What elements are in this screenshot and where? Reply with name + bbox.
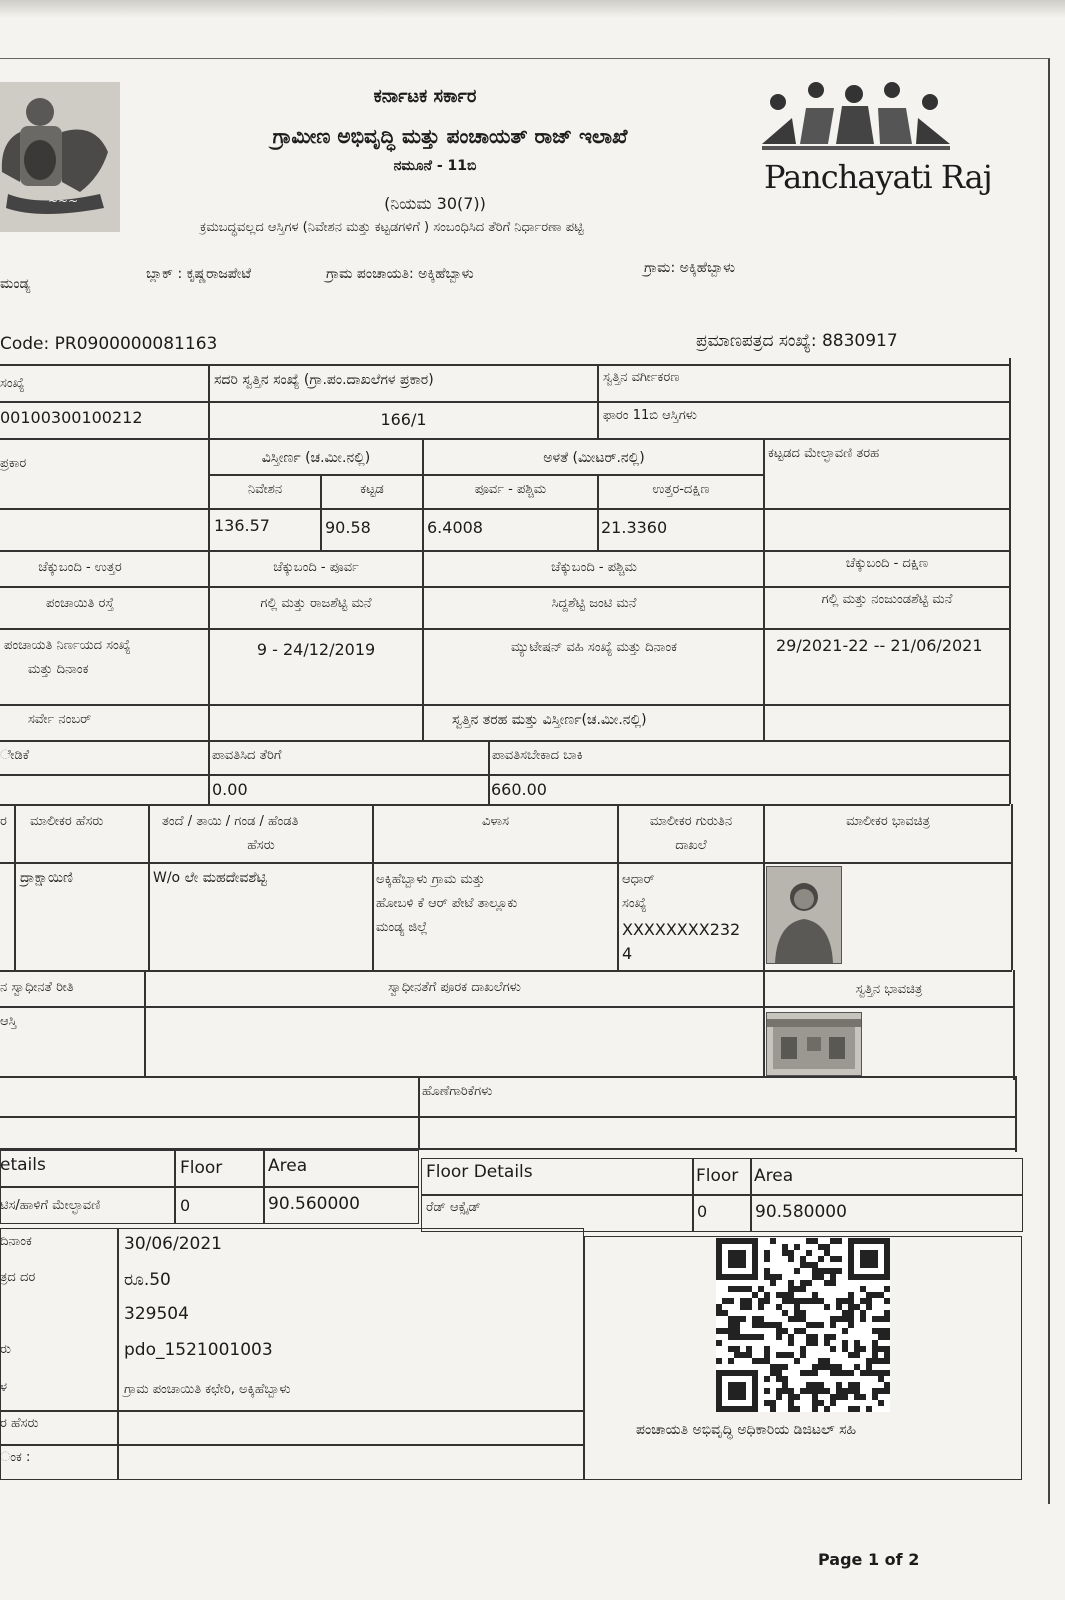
owner-address-line3: ಮಂಡ್ಯ ಜಿಲ್ಲೆ xyxy=(376,920,428,935)
building-area: 90.58 xyxy=(325,518,371,537)
site-label: ನಿವೇಶನ xyxy=(247,482,283,497)
page-number: Page 1 of 2 xyxy=(818,1550,920,1569)
boundary-north-label: ಚೆಕ್ಕುಬಂದಿ - ಉತ್ತರ xyxy=(38,560,122,575)
issue-details-table xyxy=(0,1228,584,1480)
subtitle: ಕ್ರಮಬದ್ಧವಲ್ಲದ ಆಸ್ತಿಗಳ (ನಿವೇಶನ ಮತ್ತು ಕಟ್ಟಡಗಳಿಗೆ ) ಸಂಬಂಧಿಸಿದ ತೆರಿಗೆ ನಿರ್ಧಾರಣಾ ಪಟ್ಟಿ xyxy=(200,220,584,235)
dept-title: ಗ್ರಾಮೀಣ ಅಭಿವೃದ್ಧಿ ಮತ್ತು ಪಂಚಾಯತ್ ರಾಜ್ ಇಲಾಖೆ xyxy=(272,124,628,148)
type-label: ಪ್ರಕಾರ xyxy=(0,456,27,471)
floor-right-description: ರೆಡ್ ಆಕ್ಸೈಡ್ xyxy=(426,1200,481,1215)
owner-address-line2: ಹೋಬಳಿ ಕೆ ಆರ್ ಪೇಟೆ ತಾಲ್ಲೂಕು xyxy=(376,896,518,911)
dimension-label: ಅಳತೆ (ಮೀಟರ್.ನಲ್ಲಿ) xyxy=(543,450,645,466)
issue-date: 30/06/2021 xyxy=(124,1234,222,1254)
user-label: ರು xyxy=(0,1342,12,1357)
owner-name-label: ಮಾಲೀಕರ ಹೆಸರು xyxy=(30,814,104,829)
roof-label: ಕಟ್ಟಡದ ಮೇಲ್ಛಾವಣಿ ತರಹ xyxy=(768,446,880,461)
boundary-west-label: ಚೆಕ್ಕುಬಂದಿ - ಪಶ್ಚಿಮ xyxy=(551,560,637,575)
relation-label-line1: ತಂದೆ / ತಾಯಿ / ಗಂಡ / ಹೆಂಡತಿ xyxy=(162,814,299,829)
floor-left-description: ಟಿಸ/ಹಾಳಿಗೆ ಮೇಲ್ಛಾವಣಿ xyxy=(0,1198,101,1213)
digital-signature-label: ಪಂಚಾಯತಿ ಅಭಿವೃದ್ಧಿ ಅಧಿಕಾರಿಯ ಡಿಜಿಟಲ್ ಸಹಿ xyxy=(636,1422,857,1438)
floor-label-right: Floor xyxy=(696,1166,739,1186)
boundary-south-value: ಗಲ್ಲಿ ಮತ್ತು ನಂಜುಂಡಶೆಟ್ಟಿ ಮನೆ xyxy=(821,592,953,607)
property-code: Code: PR0900000081163 xyxy=(0,334,218,354)
possession-mode-value: ಆಸ್ತಿ xyxy=(0,1014,17,1029)
sadari-label: ಸದರಿ ಸ್ವತ್ತಿನ ಸಂಖ್ಯೆ (ಗ್ರಾ.ಪಂ.ದಾಖಲೆಗಳ ಪ್ರಕಾರ) xyxy=(214,372,434,388)
boundary-south-label: ಚೆಕ್ಕುಬಂದಿ - ದಕ್ಷಿಣ xyxy=(845,556,929,571)
owner-relation: W/o ಲೇ ಮಹದೇವಶೆಟ್ಟಿ xyxy=(153,870,267,886)
owner-id-line3: XXXXXXXX232 xyxy=(622,920,741,939)
survey-number-label: ಸರ್ವೇ ನಂಬರ್ xyxy=(28,712,92,727)
svg-text:~~~: ~~~ xyxy=(48,194,79,208)
tax-due-label: ಪಾವತಿಸಬೇಕಾದ ಬಾಕಿ xyxy=(492,748,583,763)
liabilities-label: ಹೊಣೆಗಾರಿಕೆಗಳು xyxy=(422,1084,493,1099)
tax-due-value: 660.00 xyxy=(491,780,547,799)
taluk: ಬ್ಲಾಕ್ : ಕೃಷ್ಣರಾಜಪೇಟೆ xyxy=(146,266,252,282)
boundary-east-value: ಗಲ್ಲಿ ಮತ್ತು ರಾಜಶೆಟ್ಟಿ ಮನೆ xyxy=(260,596,372,611)
rule-number: (ನಿಯಮ 30(7)) xyxy=(384,194,486,213)
mutation-label: ಮ್ಯುಟೇಷನ್ ವಹಿ ಸಂಖ್ಯೆ ಮತ್ತು ದಿನಾಂಕ xyxy=(511,640,677,655)
fee-label: ತ್ರದ ದರ xyxy=(0,1270,36,1285)
north-south-label: ಉತ್ತರ-ದಕ್ಷಿಣ xyxy=(652,482,710,497)
tax-paid-value: 0.00 xyxy=(212,780,248,799)
property-photo-label: ಸ್ವತ್ತಿನ ಭಾವಚಿತ್ರ xyxy=(855,982,923,997)
site-area: 136.57 xyxy=(214,516,270,535)
id-label-line1: ಮಾಲೀಕರ ಗುರುತಿನ xyxy=(649,814,733,829)
north-south-dimension: 21.3360 xyxy=(601,518,668,537)
floor-right-area: 90.580000 xyxy=(755,1202,847,1222)
owner-photo xyxy=(766,866,842,964)
floor-details-right-label: Floor Details xyxy=(426,1162,533,1182)
sign-date-label: ಂಕ : xyxy=(0,1450,31,1465)
certificate-fee: ರೂ.50 xyxy=(124,1270,171,1290)
boundary-west-value: ಸಿದ್ದಶೆಟ್ಟಿ ಜಂಟಿ ಮನೆ xyxy=(551,596,637,611)
tax-paid-label: ಪಾವತಿಸಿದ ತೆರಿಗೆ xyxy=(212,748,282,763)
tax-label: ೇಡಿಕೆ xyxy=(0,748,30,763)
certificate-number: ಪ್ರಮಾಣಪತ್ರದ ಸಂಖ್ಯೆ: 8830917 xyxy=(696,331,898,351)
floor-left-area: 90.560000 xyxy=(268,1194,360,1214)
owner-address-line1: ಅಕ್ಕಿಹೆಬ್ಬಾಳು ಗ್ರಾಮ ಮತ್ತು xyxy=(376,872,485,887)
property-photo xyxy=(766,1012,862,1076)
area-label-left: Area xyxy=(268,1156,308,1176)
resolution-label-line2: ಮತ್ತು ದಿನಾಂಕ xyxy=(28,662,89,677)
mutation-value: 29/2021-22 -- 21/06/2021 xyxy=(776,636,983,655)
owner-photo-label: ಮಾಲೀಕರ ಭಾವಚಿತ್ರ xyxy=(846,814,930,829)
logo-text: Panchayati Raj xyxy=(764,158,992,196)
owner-id-line1: ಆಧಾರ್ xyxy=(622,872,655,887)
id-label-line2: ದಾಖಲೆ xyxy=(675,838,707,853)
floor-details-left-label: etails xyxy=(0,1155,46,1175)
area-label: ವಿಸ್ತೀರ್ಣ (ಚ.ಮೀ.ನಲ್ಲಿ) xyxy=(261,450,371,466)
owner-id-line2: ಸಂಖ್ಯೆ xyxy=(622,896,647,911)
area-label-right: Area xyxy=(754,1166,794,1186)
owner-id-line4: 4 xyxy=(622,944,633,963)
relation-label-line2: ಹೆಸರು xyxy=(247,838,275,853)
classification-value: ಫಾರಂ 11ಬಿ ಆಸ್ತಿಗಳು xyxy=(603,408,697,423)
form-number: ನಮೂನೆ - 11ಬಿ xyxy=(393,158,477,174)
classification-label: ಸ್ವತ್ತಿನ ವರ್ಗೀಕರಣ xyxy=(603,370,680,385)
boundary-east-label: ಚೆಕ್ಕುಬಂದಿ - ಪೂರ್ವ xyxy=(273,560,359,575)
boundary-north-value: ಪಂಚಾಯಿತಿ ರಸ್ತೆ xyxy=(46,596,114,611)
possession-mode-label: ನ ಸ್ವಾಧೀನತೆ ರೀತಿ xyxy=(0,980,74,995)
govt-title: ಕರ್ನಾಟಕ ಸರ್ಕಾರ xyxy=(373,86,477,107)
office-label: ಳ xyxy=(0,1380,8,1395)
issue-date-label: ದಿನಾಂಕ xyxy=(0,1234,32,1249)
reference-number: 329504 xyxy=(124,1304,189,1324)
building-label: ಕಟ್ಟಡ xyxy=(360,482,384,497)
resolution-value: 9 - 24/12/2019 xyxy=(256,640,376,659)
floor-left-number: 0 xyxy=(180,1196,191,1215)
district: ಮಂಡ್ಯ xyxy=(0,276,31,292)
possession-docs-label: ಸ್ವಾಧೀನತೆಗೆ ಪೂರಕ ದಾಖಲೆಗಳು xyxy=(388,980,521,995)
address-label: ವಿಳಾಸ xyxy=(482,814,509,829)
qr-code-icon xyxy=(716,1238,890,1412)
east-west-dimension: 6.4008 xyxy=(427,518,483,537)
nature-area-label: ಸ್ವತ್ತಿನ ತರಹ ಮತ್ತು ವಿಸ್ತೀರ್ಣ(ಚ.ಮೀ.ನಲ್ಲಿ) xyxy=(452,712,647,728)
property-no-value: 00100300100212 xyxy=(0,408,143,427)
gram-panchayat: ಗ್ರಾಮ ಪಂಚಾಯತಿ: ಅಕ್ಕಿಹೆಬ್ಬಾಳು xyxy=(326,266,474,282)
owner-serial-label: ರ xyxy=(0,814,7,829)
floor-right-number: 0 xyxy=(697,1202,708,1221)
karnataka-emblem-icon xyxy=(0,82,120,232)
issuing-office: ಗ್ರಾಮ ಪಂಚಾಯಿತಿ ಕಛೇರಿ, ಅಕ್ಕಿಹೆಬ್ಬಾಳು xyxy=(124,1382,291,1397)
sadari-value: 166/1 xyxy=(380,410,427,429)
resolution-label-line1: ಪಂಚಾಯತಿ ನಿರ್ಣಯದ ಸಂಖ್ಯೆ xyxy=(4,638,131,653)
east-west-label: ಪೂರ್ವ - ಪಶ್ಚಿಮ xyxy=(474,482,547,497)
owner-name: ದ್ರಾಕ್ಷಾಯಿಣಿ xyxy=(20,870,73,886)
officer-name-label: ರ ಹೆಸರು xyxy=(0,1416,39,1431)
property-no-label: ಸಂಖ್ಯೆ xyxy=(0,376,25,391)
floor-label-left: Floor xyxy=(180,1158,223,1178)
issuing-user: pdo_1521001003 xyxy=(124,1340,273,1360)
village: ಗ್ರಾಮ: ಅಕ್ಕಿಹೆಬ್ಬಾಳು xyxy=(644,260,736,276)
